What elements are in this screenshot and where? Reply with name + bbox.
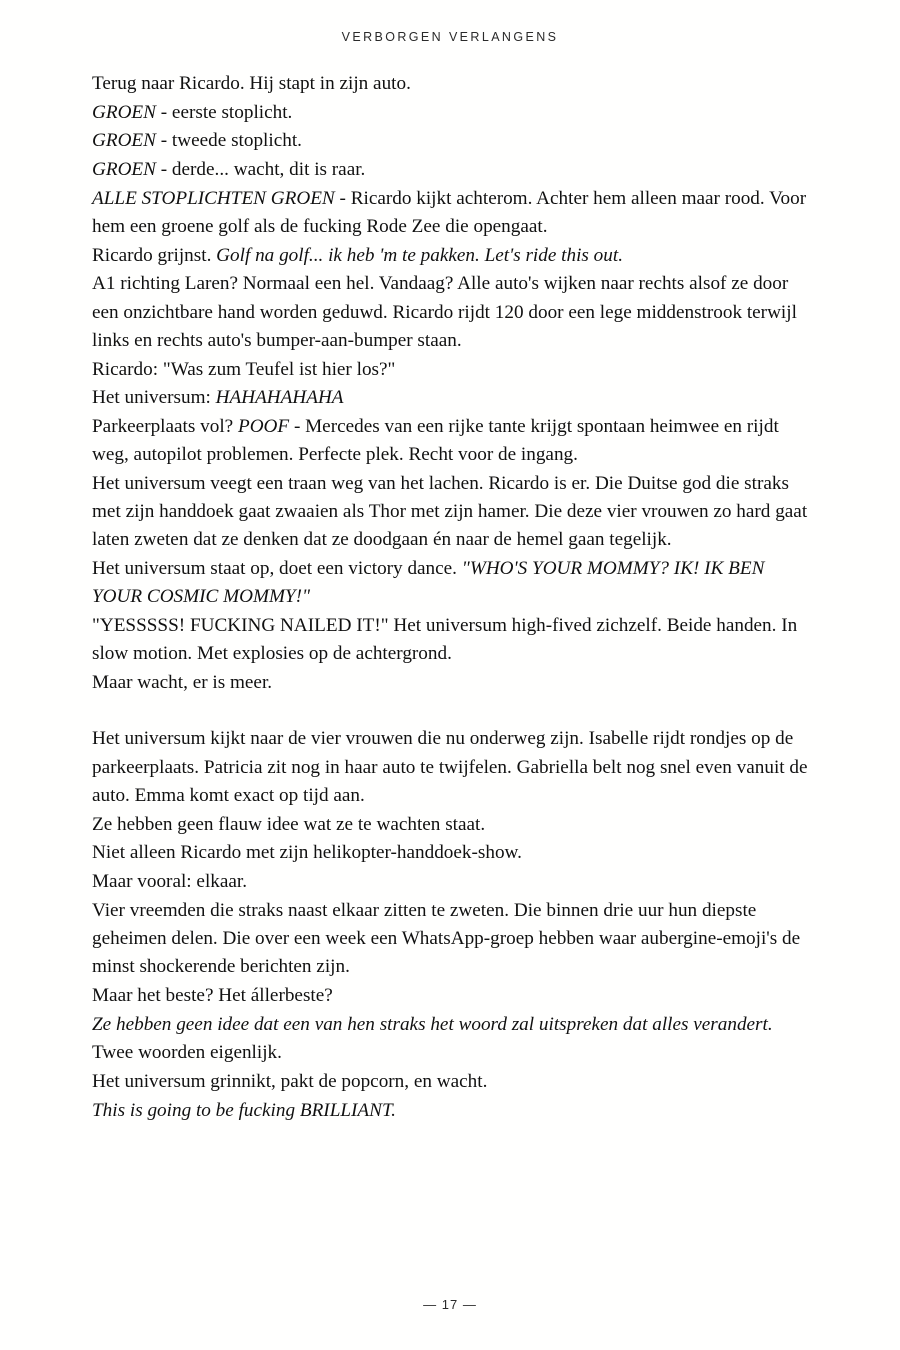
- text-run-italic: GROEN: [92, 159, 156, 181]
- running-head: VERBORGEN VERLANGENS: [341, 30, 559, 44]
- text-run: Maar wacht, er is meer.: [92, 671, 273, 693]
- paragraph: [92, 868, 812, 896]
- text-run: Terug naar Ricardo. Hij stapt in zijn auto.: [92, 73, 411, 94]
- text-run: A1 richting Laren? Normaal een hel. Vandaag? Alle auto's wijken naar rechts alsof ze door een onzichtbare hand worden geduwd. Ricardo rijdt 120 door een lege middenstrook terwijl links en rechts auto's bumper-aan-bumper staan.: [92, 273, 797, 351]
- paragraph: [92, 1097, 812, 1125]
- text-run: Het universum veegt een traan weg van het lachen. Ricardo is er. Die Duitse god die straks met zijn handdoek gaat zwaaien als Thor met zijn hamer. Die deze vier vrouwen zo hard gaat laten zweten dat ze denken dat ze doodgaan én naar de hemel gaan tegelijk.: [92, 472, 808, 551]
- text-run: Ricardo: "Was zum Teufel ist hier los?": [92, 358, 396, 380]
- paragraph: [92, 811, 812, 839]
- paragraph: [92, 70, 812, 98]
- text-run: Het universum grinnikt, pakt de popcorn, en wacht.: [92, 1070, 488, 1092]
- paragraph: [92, 897, 812, 982]
- text-run: Maar vooral: elkaar.: [92, 870, 248, 892]
- text-run: Niet alleen Ricardo met zijn helikopter-handdoek-show.: [92, 842, 522, 864]
- paragraph: [92, 1011, 812, 1039]
- paragraph: [92, 185, 812, 241]
- text-run-italic: HAHAHAHAHA: [215, 387, 344, 409]
- paragraph: [92, 356, 812, 384]
- text-run: - Ricardo kijkt achterom. Achter hem alleen maar rood. Voor hem een groene golf als de fucking Rode Zee die opengaat.: [92, 187, 807, 238]
- text-run-italic: Golf na golf... ik heb 'm te pakken. Let's ride this out.: [216, 244, 623, 266]
- paragraph: [92, 839, 812, 867]
- paragraph: [92, 99, 812, 127]
- text-run: - Mercedes van een rijke tante krijgt spontaan heimwee en rijdt weg, autopilot problemen. Perfecte plek. Recht voor de ingang.: [92, 415, 779, 466]
- text-run: Ze hebben geen flauw idee wat ze te wachten staat.: [92, 813, 486, 835]
- paragraph: [92, 242, 812, 270]
- page-number: — 17 —: [423, 1297, 477, 1312]
- paragraph: [92, 127, 812, 155]
- paragraph: [92, 725, 812, 810]
- text-run-italic: POOF: [237, 415, 290, 437]
- paragraph: [92, 555, 812, 611]
- text-run: Twee woorden eigenlijk.: [92, 1042, 282, 1064]
- text-run-italic: ALLE STOPLICHTEN GROEN: [92, 187, 335, 209]
- paragraph: [92, 669, 812, 697]
- text-run-italic: GROEN: [92, 130, 156, 152]
- paragraph: [92, 612, 812, 668]
- text-run-italic: GROEN: [92, 101, 156, 123]
- text-run: Het universum staat op, doet een victory dance.: [92, 557, 462, 579]
- text-run: - derde... wacht, dit is raar.: [155, 159, 366, 181]
- text-run: - tweede stoplicht.: [155, 130, 302, 152]
- text-run: - eerste stoplicht.: [155, 101, 293, 123]
- text-run-italic: Ze hebben geen idee dat een van hen straks het woord zal uitspreken dat alles verandert.: [92, 1013, 773, 1035]
- text-run: "YESSSSS! FUCKING NAILED IT!" Het universum high-fived zichzelf. Beide handen. In slow motion. Met explosies op de achtergrond.: [92, 614, 798, 665]
- text-run: Het universum kijkt naar de vier vrouwen die nu onderweg zijn. Isabelle rijdt rondjes op de parkeerplaats. Patricia zit nog in haar auto te twijfelen. Gabriella belt nog snel even vanuit de auto. Emma komt exact op tijd aan.: [92, 728, 808, 806]
- text-run-italic: This is going to be fucking BRILLIANT.: [92, 1099, 396, 1121]
- text-run: Het universum:: [92, 387, 216, 409]
- section-break: [92, 697, 812, 725]
- paragraph: [92, 982, 812, 1010]
- text-run-italic: "WHO'S YOUR MOMMY? IK! IK BEN YOUR COSMIC MOMMY!": [92, 557, 765, 608]
- text-run: Ricardo grijnst.: [92, 244, 217, 266]
- paragraph: [92, 270, 812, 355]
- paragraph: [92, 413, 812, 469]
- paragraph: [92, 1068, 812, 1096]
- paragraph: [92, 384, 812, 412]
- text-run: Vier vreemden die straks naast elkaar zitten te zweten. Die binnen drie uur hun diepste geheimen delen. Die over een week een WhatsApp-groep hebben waar aubergine-emoji's de minst shockerende berichten zijn.: [92, 899, 801, 978]
- body-text: [92, 70, 812, 1125]
- paragraph: [92, 156, 812, 184]
- text-run: Parkeerplaats vol?: [92, 415, 238, 437]
- text-run: Maar het beste? Het állerbeste?: [92, 984, 333, 1006]
- paragraph: [92, 470, 812, 555]
- paragraph: [92, 1039, 812, 1067]
